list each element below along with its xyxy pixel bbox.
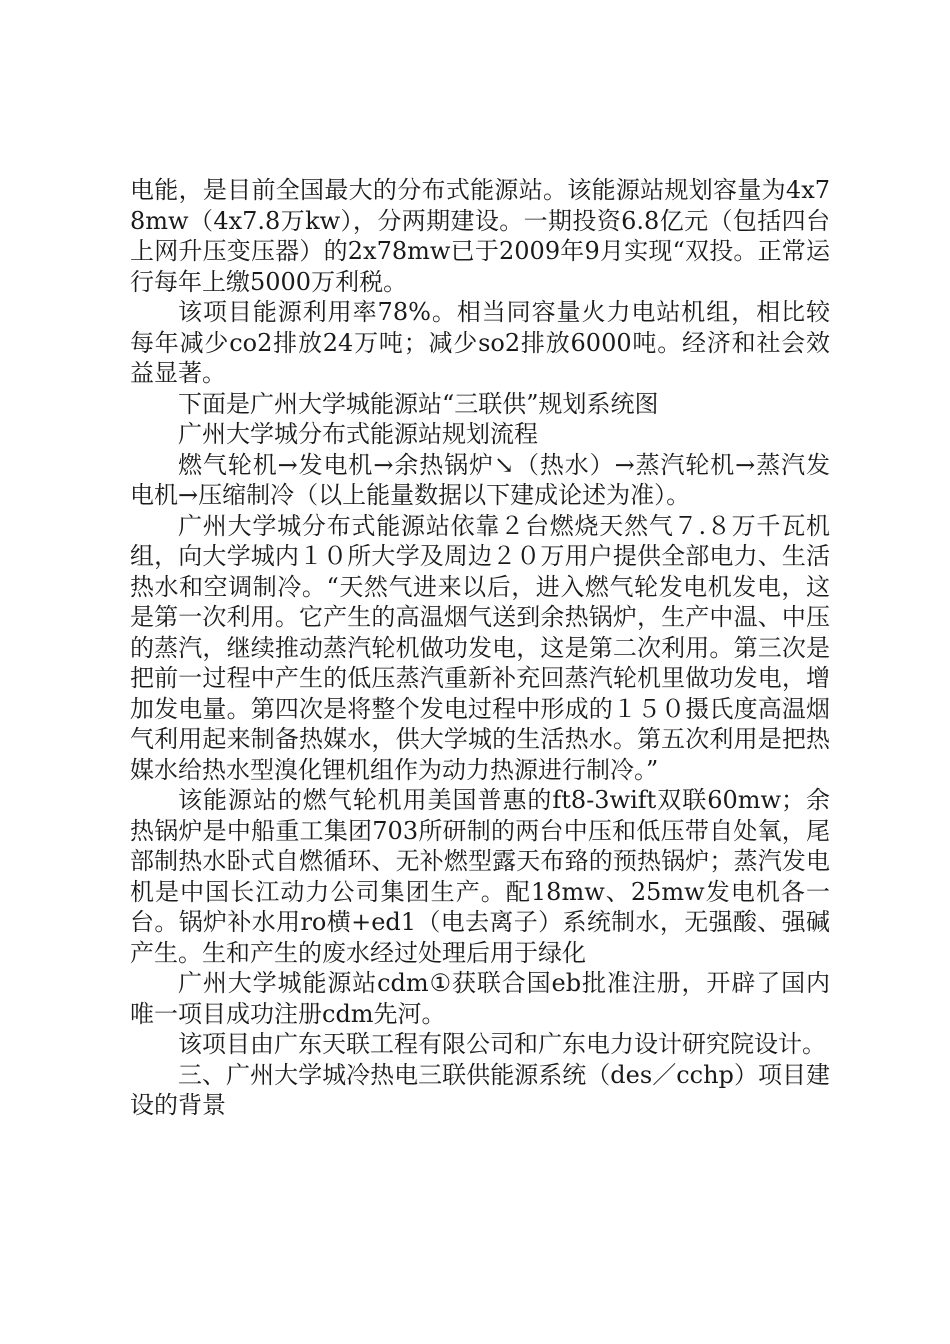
paragraph-1: 电能，是目前全国最大的分布式能源站。该能源站规划容量为4x78mw（4x7.8万kw），分两期建设。一期投资6.8亿元（包括四台上网升压变压器）的2x78mw已于2009年9月实现“双投。正常运行每年上缴5000万利税。 xyxy=(130,176,830,296)
paragraph-8: 广州大学城能源站cdm①获联合国eb批准注册，开辟了国内唯一项目成功注册cdm先河。 xyxy=(130,969,830,1028)
paragraph-4: 广州大学城分布式能源站规划流程 xyxy=(178,420,538,448)
paragraph-5: 燃气轮机→发电机→余热锅炉↘（热水）→蒸汽轮机→蒸汽发电机→压缩制冷（以上能量数据以下建成论述为准）。 xyxy=(130,450,830,509)
paragraph-3: 下面是广州大学城能源站“三联供”规划系统图 xyxy=(178,389,659,418)
paragraph-9: 该项目由广东天联工程有限公司和广东电力设计研究院设计。 xyxy=(178,1030,826,1058)
section-heading-background: 三、广州大学城冷热电三联供能源系统（des／cchp）项目建设的背景 xyxy=(130,1060,830,1119)
document-body xyxy=(130,175,830,1121)
paragraph-7: 该能源站的燃气轮机用美国普惠的ft8-3wift双联60mw；余热锅炉是中船重工集团703所研制的两台中压和低压带自处氧，尾部制热水卧式自燃循环、无补燃型露天布臵的预热锅炉；蒸汽发电机是中国长江动力公司集团生产。配18mw、25mw发电机各一台。锅炉补水用ro横+ed1（电去离子）系统制水，无强酸、强碱产生。生和产生的废水经过处理后用于绿化 xyxy=(130,786,830,967)
paragraph-2: 该项目能源利用率78%。相当同容量火力电站机组，相比较每年减少co2排放24万吨；减少so2排放6000吨。经济和社会效益显著。 xyxy=(130,298,830,387)
paragraph-6: 广州大学城分布式能源站依靠２台燃烧天然气７.８万千瓦机组，向大学城内１０所大学及周边２０万用户提供全部电力、生活热水和空调制冷。“天然气进来以后，进入燃气轮发电机发电，这是第一次利用。它产生的高温烟气送到余热锅炉，生产中温、中压的蒸汽，继续推动蒸汽轮机做功发电，这是第二次利用。第三次是把前一过程中产生的低压蒸汽重新补充回蒸汽轮机里做功发电，增加发电量。第四次是将整个发电过程中形成的１５０摄氏度高温烟气利用起来制备热媒水，供大学城的生活热水。第五次利用是把热媒水给热水型溴化锂机组作为动力热源进行制冷。” xyxy=(130,511,830,784)
